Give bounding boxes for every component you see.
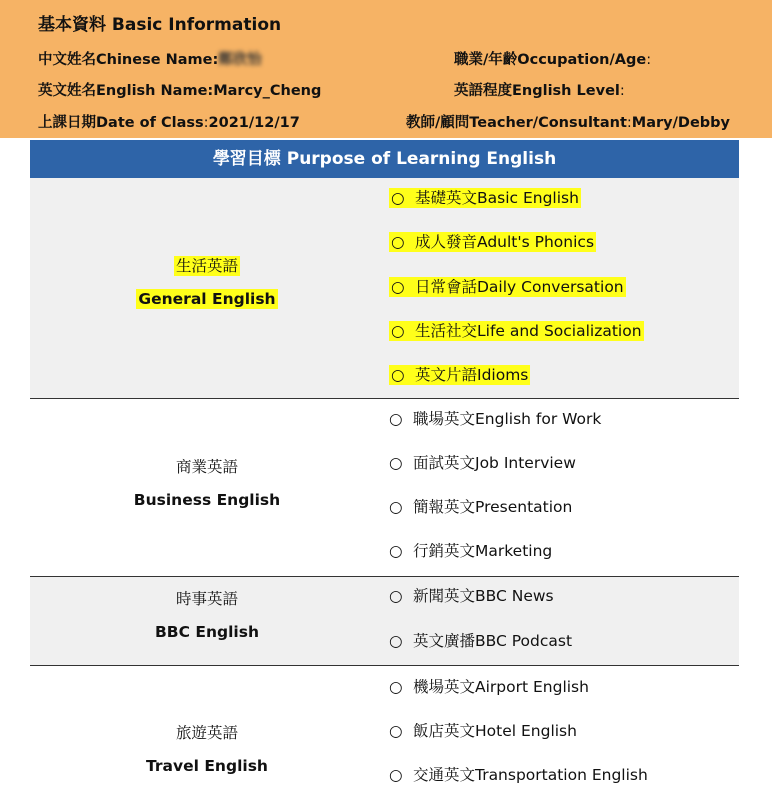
- list-item: ○ 機場英文Airport English: [389, 678, 589, 696]
- list-item: ○ 飯店英文Hotel English: [389, 722, 577, 740]
- teacher-field: [406, 111, 730, 132]
- date-label: 上課日期Date of Class: [38, 115, 204, 131]
- occupation-field: [454, 48, 651, 69]
- list-item: ○ 成人發音Adult's Phonics: [391, 233, 595, 251]
- chinese-name-label: 中文姓名Chinese Name:: [38, 52, 219, 68]
- section-zh-title: 生活英語: [175, 257, 238, 275]
- section-en-title: Business English: [133, 491, 281, 509]
- english-level-label: 英語程度English Level: [454, 83, 620, 99]
- section-label: [30, 587, 384, 641]
- occupation-sep: :: [646, 52, 652, 68]
- section-zh-title: 時事英語: [175, 590, 238, 608]
- teacher-value: Mary/Debby: [631, 115, 730, 131]
- english-level-sep: :: [619, 83, 625, 99]
- section-en-title: General English: [138, 290, 276, 308]
- list-item: ○ 日常會話Daily Conversation: [391, 278, 624, 296]
- section-travel-english: [30, 666, 739, 786]
- section-en-title: BBC English: [154, 623, 259, 641]
- list-item: ○ 生活社交Life and Socialization: [391, 322, 642, 340]
- section-business-english: [30, 399, 739, 576]
- english-name-field: [38, 79, 321, 100]
- date-field: [38, 111, 300, 132]
- date-sep: :: [203, 115, 209, 131]
- date-value: 2021/12/17: [208, 115, 300, 131]
- list-item: ○ 交通英文Transportation English: [389, 766, 648, 784]
- list-item: ○ 英文片語Idioms: [391, 366, 529, 384]
- list-item: ○ 職場英文English for Work: [389, 410, 602, 428]
- chinese-name-field: [38, 48, 262, 69]
- section-bbc-english: [30, 577, 739, 665]
- basic-info-header: [0, 0, 772, 138]
- section-en-title: Travel English: [146, 757, 268, 775]
- section-label: [30, 254, 384, 308]
- section-label: [30, 455, 384, 509]
- teacher-label: 教師/顧問Teacher/Consultant: [406, 115, 627, 131]
- list-item: ○ 面試英文Job Interview: [389, 454, 576, 472]
- english-level-field: [454, 79, 625, 100]
- list-item: ○ 簡報英文Presentation: [389, 498, 573, 516]
- section-zh-title: 旅遊英語: [175, 724, 238, 742]
- section-zh-title: 商業英語: [175, 458, 238, 476]
- list-item: ○ 基礎英文Basic English: [391, 189, 579, 207]
- basic-info-title: 基本資料 Basic Information: [38, 15, 282, 35]
- list-item: ○ 行銷英文Marketing: [389, 542, 553, 560]
- english-name-label: 英文姓名English Name:: [38, 83, 214, 99]
- teacher-sep: :: [626, 115, 632, 131]
- chinese-name-value: 鄭欣怡: [218, 52, 262, 68]
- list-item: ○ 英文廣播BBC Podcast: [389, 632, 573, 650]
- list-item: ○ 新聞英文BBC News: [389, 587, 554, 605]
- occupation-label: 職業/年齡Occupation/Age: [454, 52, 647, 68]
- section-general-english: [30, 178, 739, 399]
- purpose-title-bar: 學習目標 Purpose of Learning English: [30, 140, 739, 178]
- english-name-value: Marcy_Cheng: [213, 83, 322, 99]
- section-label: [30, 721, 384, 775]
